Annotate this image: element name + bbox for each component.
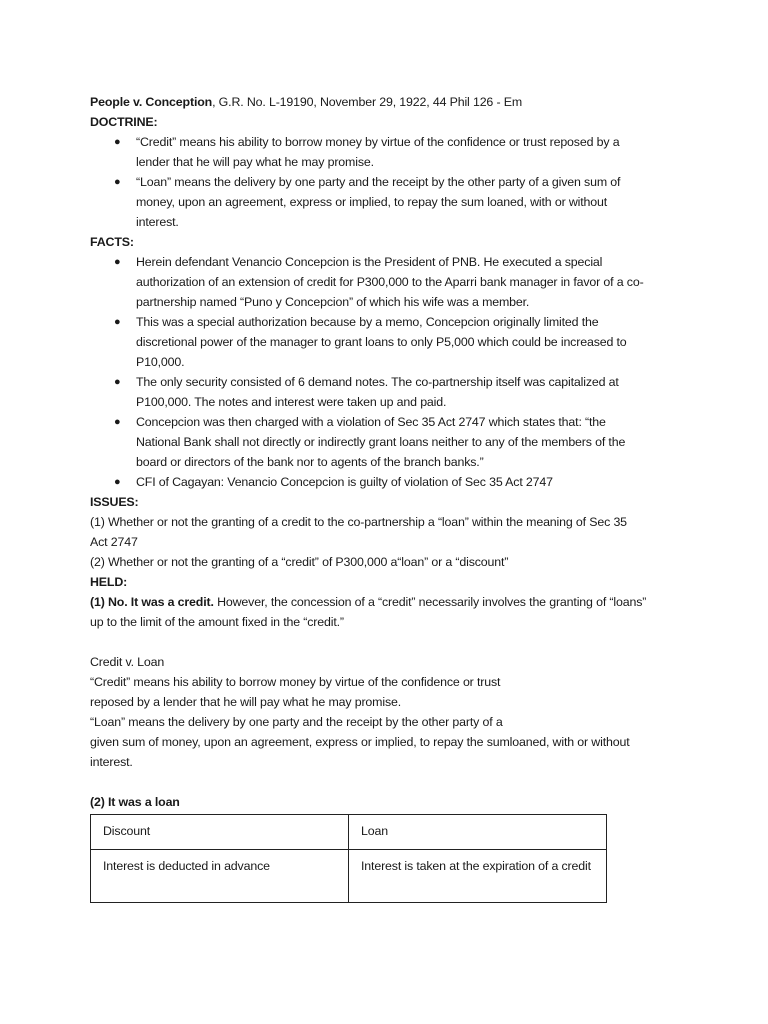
- facts-item-text: authorization of an extension of credit for P300,000 to the Aparri bank manager in favor of a co-: [136, 275, 644, 289]
- issue-2: (2) Whether or not the granting of a “credit” of P300,000 a“loan” or a “discount”: [90, 555, 509, 569]
- facts-heading: FACTS:: [90, 235, 134, 249]
- bullet-icon: ●: [114, 176, 121, 188]
- bullet-icon: ●: [114, 256, 121, 268]
- facts-item-text: This was a special authorization because by a memo, Concepcion originally limited the: [136, 315, 599, 329]
- credit-v-loan-line: “Credit” means his ability to borrow money by virtue of the confidence or trust: [90, 675, 501, 689]
- credit-v-loan-line: interest.: [90, 755, 133, 769]
- facts-item-text: CFI of Cagayan: Venancio Concepcion is guilty of violation of Sec 35 Act 2747: [136, 475, 553, 489]
- held-answer-1-text: However, the concession of a “credit” necessarily involves the granting of “loans”: [213, 595, 647, 609]
- facts-item: [90, 252, 690, 312]
- facts-item: [90, 312, 690, 372]
- doctrine-item-text: money, upon an agreement, express or implied, to repay the sum loaned, with or without: [136, 195, 608, 209]
- credit-v-loan-line: “Loan” means the delivery by one party and the receipt by the other party of a: [90, 715, 503, 729]
- table-header-cell: Loan: [349, 815, 607, 850]
- bullet-icon: ●: [114, 376, 121, 388]
- doctrine-heading: DOCTRINE:: [90, 115, 158, 129]
- credit-v-loan-line: given sum of money, upon an agreement, express or implied, to repay the sumloaned, with or without: [90, 735, 630, 749]
- table-row: [91, 850, 607, 903]
- facts-item: [90, 412, 690, 472]
- facts-item-text: Herein defendant Venancio Concepcion is the President of PNB. He executed a special: [136, 255, 603, 269]
- facts-item-text: P100,000. The notes and interest were taken up and paid.: [136, 395, 447, 409]
- facts-list: [90, 252, 690, 492]
- doctrine-item-text: “Credit” means his ability to borrow money by virtue of the confidence or trust reposed by a: [136, 135, 620, 149]
- table-cell: Interest is deducted in advance: [91, 850, 349, 903]
- issue-1-cont: Act 2747: [90, 535, 138, 549]
- case-citation: , G.R. No. L-19190, November 29, 1922, 44 Phil 126 - Em: [212, 95, 523, 109]
- doctrine-item-text: “Loan” means the delivery by one party and the receipt by the other party of a given sum of: [136, 175, 621, 189]
- held-heading: HELD:: [90, 575, 128, 589]
- case-heading: [90, 92, 690, 112]
- facts-item-text: Concepcion was then charged with a violation of Sec 35 Act 2747 which states that: “the: [136, 415, 606, 429]
- facts-item-text: National Bank shall not directly or indirectly grant loans neither to any of the members of the: [136, 435, 626, 449]
- facts-item-text: discretional power of the manager to grant loans to only P5,000 which could be increased to: [136, 335, 627, 349]
- bullet-icon: ●: [114, 416, 121, 428]
- discount-loan-table: [90, 814, 607, 903]
- facts-item-text: partnership named “Puno y Concepcion” of which his wife was a member.: [136, 295, 530, 309]
- case-title: People v. Conception: [90, 95, 213, 109]
- held-answer-2-num: (2): [90, 795, 105, 809]
- doctrine-item-text: interest.: [136, 215, 179, 229]
- credit-v-loan-heading: Credit v. Loan: [90, 655, 165, 669]
- held-answer-1: [90, 592, 690, 612]
- issues-heading: ISSUES:: [90, 495, 139, 509]
- credit-v-loan-line: reposed by a lender that he will pay what he may promise.: [90, 695, 402, 709]
- doctrine-item: [90, 132, 690, 172]
- held-answer-1-cont: up to the limit of the amount fixed in the “credit.”: [90, 615, 344, 629]
- bullet-icon: ●: [114, 476, 121, 488]
- facts-item-text: board or directors of the bank nor to agents of the branch banks.”: [136, 455, 484, 469]
- table-cell: Interest is taken at the expiration of a credit: [349, 850, 607, 903]
- facts-item: [90, 472, 690, 492]
- doctrine-item-text: lender that he will pay what he may promise.: [136, 155, 374, 169]
- bullet-icon: ●: [114, 316, 121, 328]
- held-answer-2: [90, 792, 690, 812]
- facts-item: [90, 372, 690, 412]
- doctrine-list: [90, 132, 690, 232]
- table-header-row: [91, 815, 607, 850]
- facts-item-text: P10,000.: [136, 355, 185, 369]
- facts-item-text: The only security consisted of 6 demand notes. The co-partnership itself was capitalized at: [136, 375, 619, 389]
- bullet-icon: ●: [114, 136, 121, 148]
- table-header-cell: Discount: [91, 815, 349, 850]
- spacer: [90, 632, 690, 652]
- issue-1: (1) Whether or not the granting of a credit to the co-partnership a “loan” within the meaning of Sec 35: [90, 515, 627, 529]
- held-answer-1-bold: (1) No. It was a credit.: [90, 595, 214, 609]
- document-page: [90, 92, 690, 903]
- doctrine-item: [90, 172, 690, 232]
- held-answer-2-text: It was a loan: [104, 795, 180, 809]
- spacer: [90, 772, 690, 792]
